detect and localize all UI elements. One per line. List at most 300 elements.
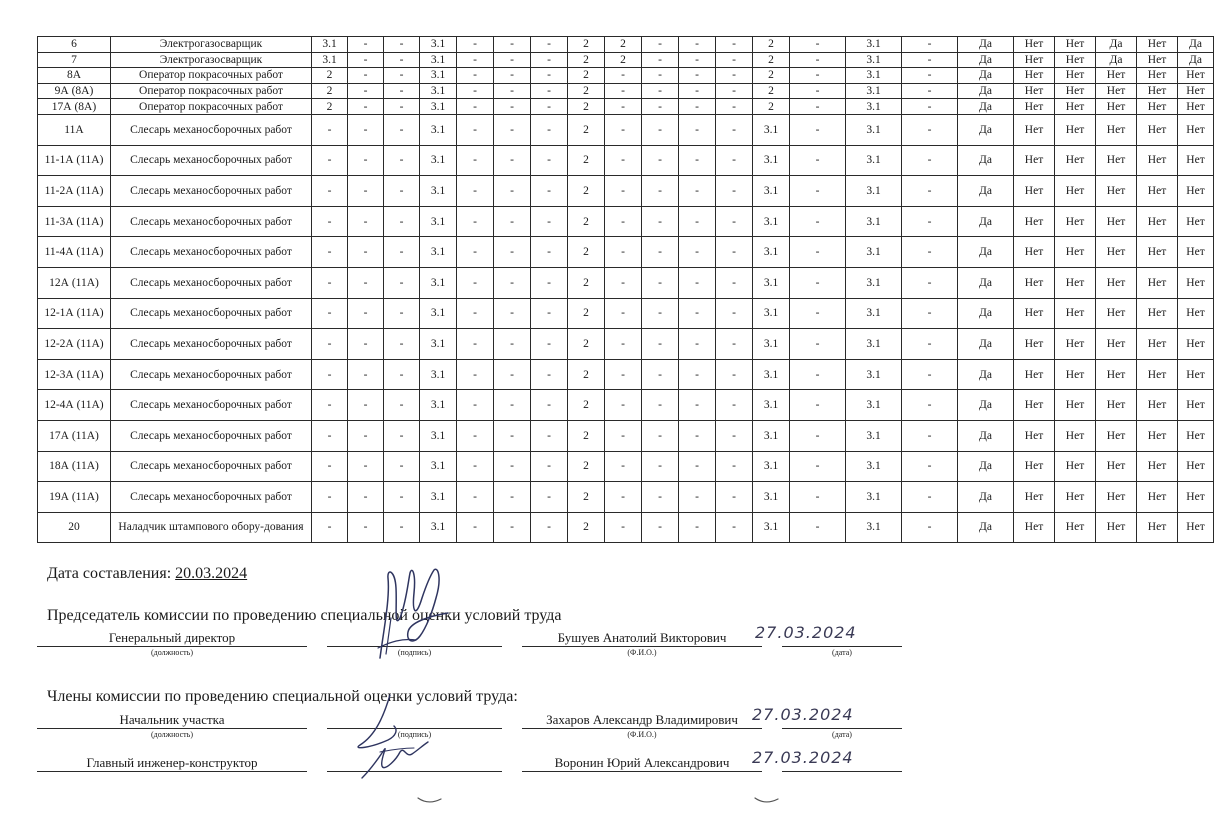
table-cell: Нет [1096,206,1137,237]
table-cell: 3.1 [753,237,790,268]
table-cell: - [457,114,494,145]
table-cell: - [348,359,384,390]
table-cell: Нет [1014,52,1055,68]
table-cell: Нет [1055,451,1096,482]
table-cell: Нет [1014,83,1055,99]
job-title: Слесарь механосборочных работ [111,237,312,268]
table-cell: Да [958,68,1014,84]
workplace-number: 11-1А (11А) [38,145,111,176]
table-cell: 3.1 [420,83,457,99]
table-cell: Нет [1096,114,1137,145]
job-title: Слесарь механосборочных работ [111,114,312,145]
table-cell: - [531,176,568,207]
table-cell: Нет [1096,99,1137,115]
table-cell: - [679,114,716,145]
table-cell: - [457,420,494,451]
chair-heading: Председатель комиссии по проведению специальной оценки условий труда [47,607,562,624]
job-title: Слесарь механосборочных работ [111,267,312,298]
table-cell: Нет [1055,359,1096,390]
table-cell: - [716,237,753,268]
table-cell: - [348,390,384,421]
member-signatures-scribble [340,690,450,790]
table-row [38,114,1214,145]
table-cell: - [312,329,348,360]
table-cell: Нет [1055,83,1096,99]
member-2-position: Главный инженер-конструктор [37,755,307,772]
table-cell: - [312,359,348,390]
table-cell: Да [1096,37,1137,53]
table-cell: - [494,359,531,390]
table-cell: - [642,237,679,268]
table-cell: - [384,176,420,207]
table-cell: Нет [1014,114,1055,145]
table-cell: Нет [1055,99,1096,115]
table-cell: Нет [1055,267,1096,298]
table-cell: Да [958,176,1014,207]
table-cell: Нет [1055,52,1096,68]
table-cell: - [348,176,384,207]
table-cell: 3.1 [420,114,457,145]
table-cell: - [790,359,846,390]
table-cell: - [679,451,716,482]
table-cell: 3.1 [846,68,902,84]
table-cell: - [716,52,753,68]
table-cell: - [679,482,716,513]
chair-handwritten-date: 27.03.2024 [755,623,857,642]
table-cell: Нет [1178,359,1214,390]
table-cell: Нет [1137,267,1178,298]
table-cell: 3.1 [753,176,790,207]
table-cell: - [348,114,384,145]
table-cell: - [605,176,642,207]
table-cell: Нет [1178,482,1214,513]
table-cell: - [902,68,958,84]
table-cell: 2 [753,37,790,53]
workplace-number: 19А (11А) [38,482,111,513]
workplace-number: 11-2А (11А) [38,176,111,207]
job-title: Слесарь механосборочных работ [111,359,312,390]
table-cell: Нет [1178,68,1214,84]
table-cell: - [457,83,494,99]
table-cell: - [790,267,846,298]
table-cell: Нет [1014,99,1055,115]
table-cell: - [348,83,384,99]
job-title: Оператор покрасочных работ [111,99,312,115]
table-cell: - [790,329,846,360]
table-cell: - [384,359,420,390]
table-cell: - [902,52,958,68]
table-cell: Да [958,482,1014,513]
table-cell: Нет [1137,37,1178,53]
table-cell: - [531,512,568,543]
job-title: Слесарь механосборочных работ [111,176,312,207]
table-row [38,68,1214,84]
table-cell: - [679,298,716,329]
table-cell: - [384,206,420,237]
table-cell: - [312,114,348,145]
compilation-date-label: Дата составления: [47,565,172,582]
job-title: Слесарь механосборочных работ [111,145,312,176]
job-title: Слесарь механосборочных работ [111,451,312,482]
table-cell: 2 [568,390,605,421]
table-cell: - [642,267,679,298]
table-cell: 2 [605,37,642,53]
table-cell: - [716,176,753,207]
scan-mark-right [752,795,782,807]
table-cell: Нет [1014,298,1055,329]
job-title: Слесарь механосборочных работ [111,298,312,329]
table-cell: 3.1 [753,298,790,329]
table-cell: Да [958,420,1014,451]
table-cell: Да [958,237,1014,268]
table-cell: 3.1 [846,145,902,176]
table-cell: Нет [1055,390,1096,421]
table-cell: - [312,176,348,207]
table-cell: Нет [1178,99,1214,115]
table-cell: - [384,68,420,84]
scan-mark-left [415,795,445,807]
workplace-number: 8А [38,68,111,84]
table-cell: - [531,390,568,421]
table-cell: - [531,482,568,513]
table-cell: - [679,83,716,99]
table-cell: 3.1 [846,359,902,390]
table-cell: - [716,390,753,421]
table-cell: - [531,329,568,360]
job-title: Электрогазосварщик [111,37,312,53]
caption-date: (дата) [832,730,852,739]
table-cell: - [531,237,568,268]
table-cell: - [531,83,568,99]
table-cell: 3.1 [753,206,790,237]
table-cell: 3.1 [420,237,457,268]
table-cell: - [902,512,958,543]
table-cell: 3.1 [420,68,457,84]
table-cell: Нет [1096,329,1137,360]
table-cell: Нет [1055,37,1096,53]
caption-signature: (подпись) [397,730,432,739]
table-cell: 2 [312,83,348,99]
table-cell: - [605,482,642,513]
table-cell: - [642,52,679,68]
table-cell: - [457,52,494,68]
member-2-handwritten-date: 27.03.2024 [752,748,854,767]
table-cell: Нет [1178,114,1214,145]
table-cell: - [679,420,716,451]
table-cell: Нет [1014,390,1055,421]
table-cell: - [531,267,568,298]
table-cell: Нет [1137,83,1178,99]
member-1-position: Начальник участка [37,712,307,729]
table-cell: - [494,176,531,207]
table-cell: 3.1 [753,145,790,176]
table-cell: - [642,420,679,451]
table-cell: - [348,52,384,68]
table-cell: Нет [1178,206,1214,237]
table-cell: Нет [1096,420,1137,451]
table-cell: - [605,68,642,84]
table-cell: Нет [1096,482,1137,513]
table-cell: Нет [1014,451,1055,482]
table-cell: - [716,298,753,329]
table-cell: - [716,99,753,115]
sout-results-table [37,36,1214,543]
table-cell: - [902,114,958,145]
table-cell: - [384,114,420,145]
table-cell: Нет [1014,482,1055,513]
table-cell: Нет [1137,99,1178,115]
table-cell: 3.1 [753,482,790,513]
table-cell: 3.1 [420,37,457,53]
table-cell: - [457,206,494,237]
table-cell: Нет [1137,512,1178,543]
table-cell: Нет [1055,237,1096,268]
table-cell: - [312,390,348,421]
table-cell: - [384,52,420,68]
table-cell: Нет [1137,68,1178,84]
table-cell: Нет [1178,390,1214,421]
table-cell: Нет [1137,237,1178,268]
table-cell: - [642,37,679,53]
table-cell: Нет [1096,267,1137,298]
table-cell: 3.1 [420,145,457,176]
table-cell: - [790,83,846,99]
table-cell: 2 [568,298,605,329]
table-cell: 3.1 [846,114,902,145]
table-cell: - [790,114,846,145]
table-cell: - [902,37,958,53]
table-cell: Нет [1096,237,1137,268]
table-cell: 3.1 [846,267,902,298]
table-cell: 3.1 [846,482,902,513]
table-cell: - [457,329,494,360]
table-cell: - [642,83,679,99]
table-cell: Нет [1014,237,1055,268]
table-row [38,83,1214,99]
table-cell: Нет [1137,420,1178,451]
table-cell: - [902,206,958,237]
table-cell: 3.1 [420,176,457,207]
table-cell: - [457,482,494,513]
table-cell: - [790,145,846,176]
table-cell: - [348,512,384,543]
table-cell: 2 [568,83,605,99]
table-row [38,512,1214,543]
table-cell: - [679,512,716,543]
member-1-signature-row [37,712,877,746]
workplace-number: 11-3А (11А) [38,206,111,237]
table-cell: - [790,298,846,329]
table-cell: Нет [1096,83,1137,99]
table-cell: 3.1 [753,512,790,543]
table-cell: 3.1 [420,390,457,421]
table-cell: - [384,390,420,421]
table-cell: - [348,99,384,115]
table-cell: Нет [1137,145,1178,176]
table-cell: - [531,420,568,451]
table-cell: Да [958,99,1014,115]
table-cell: Да [958,37,1014,53]
table-cell: - [605,114,642,145]
table-cell: 3.1 [753,359,790,390]
table-cell: Нет [1014,329,1055,360]
table-cell: - [716,451,753,482]
caption-fio: (Ф.И.О.) [627,648,657,657]
table-cell: 3.1 [312,37,348,53]
job-title: Слесарь механосборочных работ [111,390,312,421]
table-row [38,37,1214,53]
workplace-number: 11-4А (11А) [38,237,111,268]
job-title: Оператор покрасочных работ [111,83,312,99]
table-cell: 3.1 [846,390,902,421]
table-cell: - [605,237,642,268]
table-cell: - [679,359,716,390]
table-cell: Нет [1178,329,1214,360]
table-cell: - [605,512,642,543]
table-cell: - [531,99,568,115]
table-row [38,390,1214,421]
table-cell: - [605,390,642,421]
table-cell: 3.1 [846,451,902,482]
workplace-number: 11А [38,114,111,145]
table-cell: - [457,359,494,390]
table-cell: 3.1 [420,329,457,360]
table-cell: 2 [568,114,605,145]
table-cell: - [605,267,642,298]
table-cell: - [642,114,679,145]
table-cell: - [312,298,348,329]
table-cell: 2 [568,145,605,176]
table-cell: 3.1 [420,451,457,482]
table-cell: Да [958,298,1014,329]
table-cell: 2 [605,52,642,68]
table-cell: - [348,420,384,451]
table-cell: Нет [1178,237,1214,268]
workplace-number: 7 [38,52,111,68]
table-cell: Нет [1055,114,1096,145]
table-cell: - [494,451,531,482]
table-cell: - [457,37,494,53]
table-cell: - [716,206,753,237]
table-row [38,206,1214,237]
table-row [38,52,1214,68]
table-cell: - [716,267,753,298]
table-cell: 3.1 [846,329,902,360]
table-cell: 3.1 [420,99,457,115]
table-cell: 2 [568,68,605,84]
table-cell: Нет [1055,145,1096,176]
table-cell: 2 [312,68,348,84]
table-cell: - [494,420,531,451]
table-cell: 2 [568,482,605,513]
table-cell: Да [1096,52,1137,68]
table-row [38,99,1214,115]
table-cell: Нет [1055,420,1096,451]
table-cell: - [902,329,958,360]
table-cell: - [531,145,568,176]
table-cell: Да [958,52,1014,68]
table-cell: - [494,298,531,329]
table-cell: 3.1 [846,298,902,329]
table-cell: 3.1 [420,267,457,298]
member-2-signature-row [37,755,877,789]
table-row [38,237,1214,268]
chair-position: Генеральный директор [37,630,307,647]
table-cell: - [790,512,846,543]
table-cell: Нет [1096,145,1137,176]
table-cell: - [902,451,958,482]
table-cell: Да [958,114,1014,145]
table-cell: - [494,267,531,298]
table-cell: - [790,99,846,115]
table-cell: 3.1 [753,420,790,451]
table-row [38,176,1214,207]
table-cell: - [531,206,568,237]
table-cell: - [902,390,958,421]
caption-fio: (Ф.И.О.) [627,730,657,739]
table-cell: Да [958,390,1014,421]
table-cell: Нет [1178,298,1214,329]
table-cell: - [531,298,568,329]
table-cell: - [642,451,679,482]
table-cell: - [384,37,420,53]
table-cell: - [494,512,531,543]
table-cell: Нет [1055,482,1096,513]
table-cell: - [348,206,384,237]
table-cell: - [531,359,568,390]
table-cell: - [642,145,679,176]
table-cell: - [312,512,348,543]
table-cell: - [348,37,384,53]
table-cell: - [312,237,348,268]
table-cell: - [642,206,679,237]
table-cell: - [790,237,846,268]
table-cell: Нет [1055,176,1096,207]
table-cell: - [384,512,420,543]
table-cell: Да [958,145,1014,176]
table-cell: 2 [568,420,605,451]
table-cell: - [902,237,958,268]
table-cell: - [790,176,846,207]
table-cell: - [494,145,531,176]
table-cell: - [312,420,348,451]
table-cell: - [679,390,716,421]
table-cell: Нет [1096,359,1137,390]
caption-signature: (подпись) [397,648,432,657]
table-cell: - [605,145,642,176]
table-cell: - [494,114,531,145]
table-cell: - [605,420,642,451]
table-cell: Нет [1178,420,1214,451]
workplace-number: 9А (8А) [38,83,111,99]
table-cell: 2 [568,37,605,53]
table-row [38,267,1214,298]
compilation-date-value: 20.03.2024 [175,565,248,582]
table-row [38,359,1214,390]
table-cell: - [494,329,531,360]
table-cell: - [642,176,679,207]
table-cell: - [605,359,642,390]
workplace-number: 17А (8А) [38,99,111,115]
table-cell: Нет [1014,267,1055,298]
table-cell: - [642,298,679,329]
table-cell: Нет [1014,176,1055,207]
table-cell: - [384,329,420,360]
table-cell: - [605,329,642,360]
table-cell: - [902,359,958,390]
table-row [38,298,1214,329]
table-cell: - [716,114,753,145]
